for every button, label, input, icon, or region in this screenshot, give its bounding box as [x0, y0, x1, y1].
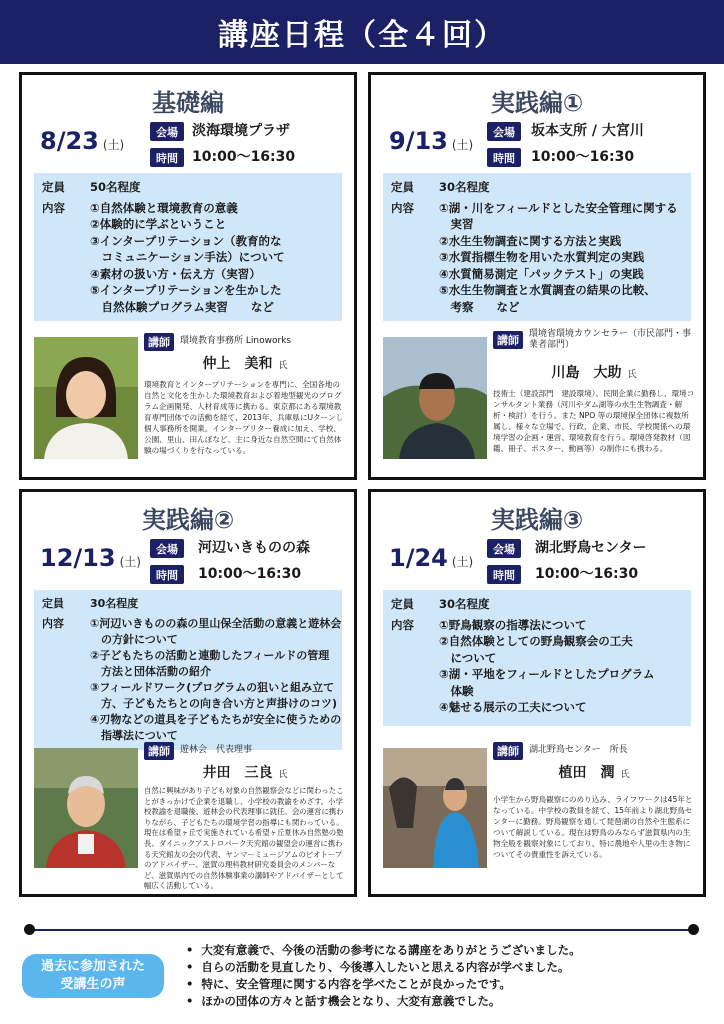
venue-text: 湖北野鳥センター	[535, 540, 647, 556]
time-text: 10:00〜16:30	[535, 566, 639, 582]
page-title: 講座日程（全４回）	[0, 0, 724, 64]
content-item: ③インタープリテーション（教育的な	[90, 233, 282, 248]
content-label: 内容	[42, 200, 65, 215]
speaker-bio: 自然に興味があり子ども対象の自然観察会などに関わったことがきっかけで企業を退職し、小学校の教諭をめざす。小学校教諭を退職後、遊林会の代表理事に就任。会の運営に携わりながら、子どもたちの環境学習の指導にも関わっている。現在は希望ヶ丘で実施されている希望ヶ丘夏休み自然塾の塾長、ダイニックアストロパーク天究館の観望会の運営に携わる天究館友の会の代表、ヤンマーミュージアムのビオトープのアドバイザー、滋賀の理科教材研究委員会のメンバーなど、滋賀県内での自然体験事業の講師やアドバイザーとして幅広く活動している。	[144, 786, 344, 891]
speaker-label: 講師	[144, 742, 174, 760]
session-date: 1/24 (土)	[389, 544, 474, 572]
content-list	[90, 200, 285, 316]
time-label: 時間	[150, 565, 184, 584]
speaker-label: 講師	[144, 333, 174, 351]
speaker-label: 講師	[493, 331, 523, 349]
venue-text: 淡海環境プラザ	[192, 123, 290, 139]
content-item: ①河辺いきものの森の里山保全活動の意義と遊林会	[90, 617, 342, 630]
capacity-value: 30名程度	[90, 597, 139, 610]
session-date: 8/23 (土)	[40, 127, 125, 155]
speaker-bio: 技術士（建設部門 建設環境）。民間企業に勤務し、環境コンサルタント業務（河川やダム湖等の水生生物調査・解析・検討）を行う。また NPO 等の環境保全団体に複数所属し、様々な立場で、行政、企業、市民、学校関係への環境学習の企画・運営、環境教育を行う。環境啓発教材（図鑑、冊子、ポスター、動画等）の制作にも携わる。	[493, 389, 695, 453]
content-item: コミュニケーション手法）について	[90, 250, 285, 264]
time-text: 10:00〜16:30	[531, 149, 635, 165]
content-item: ③フィールドワーク(プログラムの狙いと組み立て	[90, 681, 335, 694]
speaker-block	[144, 333, 346, 456]
speaker-affiliation: 環境省環境カウンセラー（市民部門・事業者部門）	[529, 328, 692, 350]
speaker-affiliation: 遊林会 代表理事	[180, 745, 253, 755]
content-item: 方、子どもたちとの向き合い方と声掛けのコツ)	[90, 697, 338, 710]
content-item: ④刃物などの道具を子どもたちが安全に使うための	[90, 713, 342, 726]
timeline-dot-start	[24, 924, 35, 935]
speaker-affiliation: 環境教育事務所 Linoworks	[180, 336, 292, 346]
content-item: ④素材の扱い方・伝え方（実習）	[90, 266, 261, 281]
venue-text: 河辺いきものの森	[198, 540, 310, 556]
venue-label: 会場	[150, 122, 184, 141]
content-item: ②水生生物調査に関する方法と実践	[439, 233, 622, 248]
capacity-value: 30名程度	[439, 180, 490, 194]
content-item: ③水質指標生物を用いた水質判定の実践	[439, 250, 645, 264]
speaker-block	[144, 742, 346, 892]
content-label: 内容	[391, 617, 414, 632]
session-info-panel	[34, 173, 342, 321]
session-title: 実践編③	[490, 506, 584, 534]
content-item: について	[439, 650, 497, 665]
speaker-name: 植田 潤 氏	[558, 765, 630, 781]
venue-text: 坂本支所 / 大宮川	[531, 123, 644, 139]
content-list	[90, 616, 341, 744]
content-item: ⑤水生生物調査と水質調査の結果の比較、	[439, 283, 656, 297]
session-card-basic	[19, 72, 357, 480]
speaker-name: 川島 大助 氏	[551, 365, 637, 381]
venue-label: 会場	[487, 539, 521, 558]
content-item: 方法と団体活動の紹介	[90, 665, 211, 678]
content-item: ②自然体験としての野鳥観察会の工夫	[439, 634, 633, 648]
content-item: ①野鳥観察の指導法について	[439, 617, 587, 632]
content-item: 実習	[439, 217, 474, 231]
content-item: ④魅せる展示の工夫について	[439, 700, 587, 714]
speaker-affiliation: 湖北野鳥センター 所長	[529, 745, 628, 755]
capacity-label: 定員	[42, 180, 65, 194]
content-item: の方針について	[90, 633, 178, 646]
session-title: 基礎編	[152, 89, 224, 117]
speaker-photo	[34, 337, 138, 459]
content-item: ⑤インタープリテーションを生かした	[90, 283, 282, 297]
speaker-block	[493, 742, 695, 860]
venue-label: 会場	[150, 539, 184, 558]
content-item: ③湖・平地をフィールドとしたプログラム	[439, 667, 655, 681]
session-card-practice-1	[368, 72, 706, 480]
speaker-label: 講師	[493, 742, 523, 760]
speaker-block	[493, 328, 695, 454]
speaker-bio: 環境教育とインタープリテーションを専門に、全国各地の自然と文化を生かした環境教育および着地型観光のプログラム企画開発、人材育成等に携わる。東京都にある環境教育専門団体での活動を経て、2013年、兵庫県にUターンし個人事務所を開業。インタープリター養成に加え、学校、公園、里山、田んぼなど、主に身近な自然空間にて自然体験の場づくりを行なっている。	[144, 380, 344, 455]
session-date: 9/13 (土)	[389, 127, 474, 155]
content-list	[439, 200, 678, 316]
content-item: 指導法について	[90, 729, 178, 742]
voice-item: • 特に、安全管理に関する内容を学べたことが良かったです。	[186, 976, 706, 993]
capacity-label: 定員	[391, 597, 414, 611]
capacity-label: 定員	[42, 597, 64, 610]
speaker-photo	[34, 748, 138, 868]
voice-item: • 自らの活動を見直したり、今後導入したいと思える内容が学べました。	[186, 959, 706, 976]
session-title: 実践編①	[490, 89, 584, 117]
timeline-line	[28, 929, 696, 931]
session-info-panel	[383, 173, 691, 321]
content-item: 考察 など	[439, 299, 520, 314]
content-item: ④水質簡易測定「パックテスト」の実践	[439, 266, 644, 281]
voice-item: • 大変有意義で、今後の活動の参考になる講座をありがとうございました。	[186, 942, 706, 959]
voices-badge-line: 過去に参加された	[40, 959, 145, 974]
session-title: 実践編②	[141, 506, 235, 534]
speaker-photo	[383, 748, 487, 868]
session-card-practice-3	[368, 489, 706, 897]
speaker-photo	[383, 337, 487, 459]
time-text: 10:00〜16:30	[198, 566, 302, 582]
voice-item: • ほかの団体の方々と話す機会となり、大変有意義でした。	[186, 993, 706, 1010]
content-item: ②体験的に学ぶということ	[90, 217, 227, 231]
session-date: 12/13 (土)	[40, 544, 141, 572]
speaker-bio: 小学生から野鳥観察にのめり込み、ライフワークは45年となっている。中学校の教員を経て、15年前より湖北野鳥センターに勤務。野鳥観察を通して琵琶湖の自然や生態系について解説している。現在は野鳥のみならず滋賀県内の生物全般を観察対象にしており、特に農地や人里の生き物についてその貴重性を訴えている。	[493, 795, 693, 859]
voices-list	[186, 942, 706, 1010]
content-item: ①湖・川をフィールドとした安全管理に関する	[439, 200, 678, 215]
speaker-name: 仲上 美和 氏	[202, 356, 288, 372]
time-label: 時間	[487, 148, 521, 167]
content-item: 自然体験プログラム実習 など	[90, 299, 274, 314]
speaker-name: 井田 三良 氏	[202, 765, 288, 781]
voices-badge-line: 受講生の声	[60, 977, 126, 992]
content-item: ②子どもたちの活動と連動したフィールドの管理	[90, 649, 330, 662]
timeline-dot-end	[688, 924, 699, 935]
session-info-panel	[34, 590, 342, 750]
capacity-value: 30名程度	[439, 597, 490, 611]
session-info-panel	[383, 590, 691, 726]
content-label: 内容	[391, 200, 414, 215]
content-item: 体験	[439, 683, 474, 698]
capacity-label: 定員	[391, 180, 414, 194]
content-item: ①自然体験と環境教育の意義	[90, 200, 238, 215]
time-label: 時間	[487, 565, 521, 584]
content-label: 内容	[42, 617, 64, 630]
time-label: 時間	[150, 148, 184, 167]
content-list	[439, 617, 654, 716]
voices-badge	[22, 954, 164, 998]
venue-label: 会場	[487, 122, 521, 141]
session-card-practice-2	[19, 489, 357, 897]
time-text: 10:00〜16:30	[192, 149, 296, 165]
capacity-value: 50名程度	[90, 180, 141, 194]
